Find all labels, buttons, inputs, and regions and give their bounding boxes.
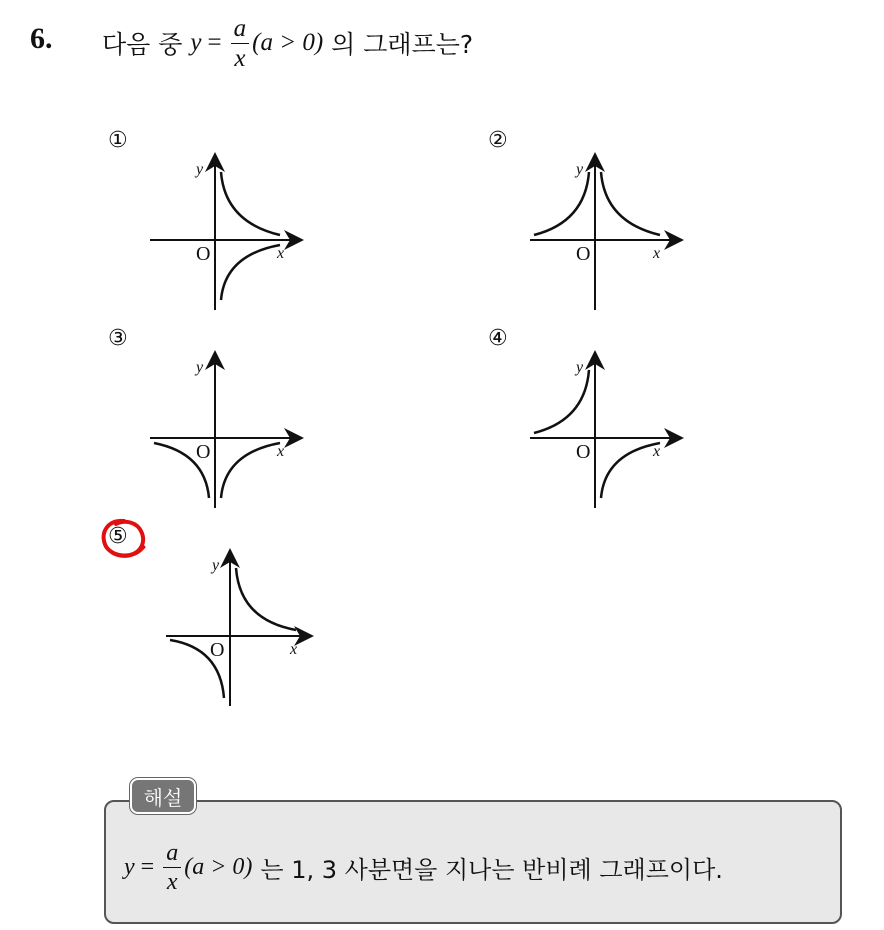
- solution-text: [124, 838, 723, 896]
- y-axis-label: y: [576, 359, 584, 376]
- curve-quadrant-1: [236, 568, 296, 630]
- question-fraction: [231, 16, 250, 71]
- x-axis-label: x: [277, 245, 285, 262]
- option-3-graph[interactable]: [140, 348, 310, 513]
- option-1-label[interactable]: ①: [108, 128, 128, 153]
- curve-quadrant-1: [221, 172, 280, 235]
- option-4-label[interactable]: ④: [488, 326, 508, 351]
- question-frac-num: a: [231, 16, 250, 44]
- graph-5-svg: [158, 546, 328, 711]
- option-5-label[interactable]: ⑤: [108, 524, 128, 549]
- option-2-label[interactable]: ②: [488, 128, 508, 153]
- curve-quadrant-2: [534, 172, 589, 235]
- question-text: [102, 16, 473, 70]
- solution-condition: (a > 0): [184, 853, 253, 880]
- graph-2-svg: [520, 150, 690, 315]
- solution-equals: =: [140, 853, 155, 880]
- curve-quadrant-4: [221, 245, 280, 300]
- solution-frac-num: a: [163, 841, 181, 868]
- question-frac-den: x: [234, 44, 246, 72]
- question-number: 6.: [30, 22, 53, 55]
- x-axis-label: x: [653, 245, 661, 262]
- option-2-graph[interactable]: [520, 150, 690, 315]
- graph-4-svg: [520, 348, 690, 513]
- origin-label: O: [196, 441, 211, 463]
- solution-tab: 해설: [130, 778, 196, 814]
- curve-quadrant-4: [221, 443, 280, 498]
- question-equals: =: [207, 29, 222, 56]
- x-axis-label: x: [277, 443, 285, 460]
- origin-label: O: [196, 243, 211, 265]
- origin-label: O: [210, 639, 225, 661]
- origin-label: O: [576, 441, 591, 463]
- y-axis-label: y: [196, 161, 204, 178]
- origin-label: O: [576, 243, 591, 265]
- solution-lhs: y: [124, 853, 135, 880]
- solution-body: 는 1, 3 사분면을 지나는 반비례 그래프이다.: [260, 855, 723, 884]
- curve-quadrant-1: [601, 172, 660, 235]
- question-condition: (a > 0): [252, 29, 324, 56]
- option-3-label[interactable]: ③: [108, 326, 128, 351]
- y-axis-label: y: [576, 161, 584, 178]
- question-suffix: 의 그래프는?: [331, 30, 474, 59]
- question-lhs: y: [190, 29, 202, 56]
- y-axis-label: y: [212, 557, 220, 574]
- curve-quadrant-4: [601, 443, 660, 498]
- option-4-graph[interactable]: [520, 348, 690, 513]
- solution-fraction: [163, 841, 181, 894]
- graph-1-svg: [140, 150, 310, 315]
- curve-quadrant-2: [534, 370, 589, 433]
- option-5-graph[interactable]: [158, 546, 328, 711]
- x-axis-label: x: [653, 443, 661, 460]
- x-axis-label: x: [290, 641, 298, 658]
- question-prefix: 다음 중: [102, 30, 183, 59]
- y-axis-label: y: [196, 359, 204, 376]
- selected-answer-circle-icon: [98, 515, 150, 561]
- solution-frac-den: x: [166, 868, 178, 895]
- option-1-graph[interactable]: [140, 150, 310, 315]
- graph-3-svg: [140, 348, 310, 513]
